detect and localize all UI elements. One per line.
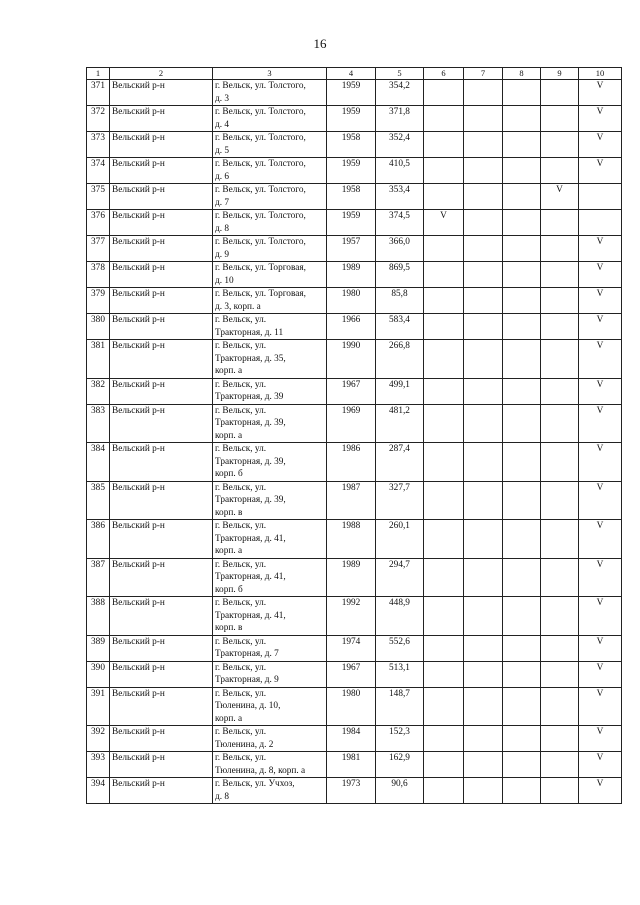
- table-row: [87, 340, 622, 379]
- column-9-mark: [541, 288, 579, 314]
- table-row: [87, 635, 622, 661]
- column-7-mark: [464, 726, 503, 752]
- area-cell: 366,0: [376, 236, 424, 262]
- column-10-mark: [579, 210, 622, 236]
- row-number: 373: [87, 132, 110, 158]
- area-cell: 552,6: [376, 635, 424, 661]
- column-9-mark: [541, 752, 579, 778]
- column-10-mark: V: [579, 635, 622, 661]
- column-8-mark: [503, 314, 541, 340]
- column-10-mark: V: [579, 132, 622, 158]
- column-9-mark: [541, 378, 579, 404]
- area-cell: 583,4: [376, 314, 424, 340]
- column-8-mark: [503, 661, 541, 687]
- year-cell: 1992: [327, 597, 376, 636]
- area-cell: 410,5: [376, 158, 424, 184]
- district-cell: Вельский р-н: [110, 158, 213, 184]
- column-6-mark: [424, 778, 464, 804]
- area-cell: 499,1: [376, 378, 424, 404]
- housing-registry-table: [86, 67, 622, 804]
- column-8-mark: [503, 132, 541, 158]
- area-cell: 869,5: [376, 262, 424, 288]
- district-cell: Вельский р-н: [110, 687, 213, 726]
- column-6-mark: [424, 520, 464, 559]
- year-cell: 1973: [327, 778, 376, 804]
- row-number: 383: [87, 404, 110, 443]
- year-cell: 1967: [327, 378, 376, 404]
- address-cell: г. Вельск, ул. Тракторная, д. 35, корп. а: [213, 340, 327, 379]
- district-cell: Вельский р-н: [110, 210, 213, 236]
- address-cell: г. Вельск, ул. Тракторная, д. 7: [213, 635, 327, 661]
- table-row: [87, 106, 622, 132]
- column-header: 3: [213, 68, 327, 80]
- column-6-mark: [424, 404, 464, 443]
- column-10-mark: V: [579, 661, 622, 687]
- column-8-mark: [503, 340, 541, 379]
- row-number: 393: [87, 752, 110, 778]
- column-10-mark: V: [579, 778, 622, 804]
- column-9-mark: [541, 520, 579, 559]
- table-row: [87, 378, 622, 404]
- row-number: 384: [87, 443, 110, 482]
- address-cell: г. Вельск, ул. Тракторная, д. 11: [213, 314, 327, 340]
- column-6-mark: [424, 752, 464, 778]
- column-10-mark: V: [579, 378, 622, 404]
- row-number: 371: [87, 80, 110, 106]
- column-9-mark: [541, 481, 579, 520]
- column-7-mark: [464, 752, 503, 778]
- table-row: [87, 726, 622, 752]
- column-9-mark: [541, 404, 579, 443]
- column-header: 9: [541, 68, 579, 80]
- area-cell: 162,9: [376, 752, 424, 778]
- column-10-mark: V: [579, 236, 622, 262]
- table-row: [87, 158, 622, 184]
- table-row: [87, 597, 622, 636]
- column-8-mark: [503, 752, 541, 778]
- table-row: [87, 184, 622, 210]
- year-cell: 1990: [327, 340, 376, 379]
- column-header: 6: [424, 68, 464, 80]
- column-7-mark: [464, 314, 503, 340]
- address-cell: г. Вельск, ул. Тюленина, д. 2: [213, 726, 327, 752]
- table-row: [87, 481, 622, 520]
- row-number: 376: [87, 210, 110, 236]
- year-cell: 1984: [327, 726, 376, 752]
- column-header: 7: [464, 68, 503, 80]
- row-number: 387: [87, 558, 110, 597]
- address-cell: г. Вельск, ул. Тракторная, д. 41, корп. б: [213, 558, 327, 597]
- year-cell: 1958: [327, 184, 376, 210]
- column-6-mark: [424, 288, 464, 314]
- year-cell: 1957: [327, 236, 376, 262]
- area-cell: 352,4: [376, 132, 424, 158]
- address-cell: г. Вельск, ул. Учхоз, д. 8: [213, 778, 327, 804]
- table-row: [87, 752, 622, 778]
- year-cell: 1969: [327, 404, 376, 443]
- column-9-mark: [541, 635, 579, 661]
- area-cell: 152,3: [376, 726, 424, 752]
- table-row: [87, 687, 622, 726]
- address-cell: г. Вельск, ул. Толстого, д. 4: [213, 106, 327, 132]
- area-cell: 448,9: [376, 597, 424, 636]
- column-7-mark: [464, 520, 503, 559]
- column-7-mark: [464, 236, 503, 262]
- column-7-mark: [464, 635, 503, 661]
- district-cell: Вельский р-н: [110, 778, 213, 804]
- row-number: 394: [87, 778, 110, 804]
- table-row: [87, 314, 622, 340]
- row-number: 392: [87, 726, 110, 752]
- address-cell: г. Вельск, ул. Тракторная, д. 41, корп. а: [213, 520, 327, 559]
- column-9-mark: V: [541, 184, 579, 210]
- address-cell: г. Вельск, ул. Толстого, д. 5: [213, 132, 327, 158]
- column-10-mark: V: [579, 520, 622, 559]
- column-header: 10: [579, 68, 622, 80]
- address-cell: г. Вельск, ул. Толстого, д. 6: [213, 158, 327, 184]
- table-row: [87, 558, 622, 597]
- column-10-mark: V: [579, 558, 622, 597]
- column-7-mark: [464, 378, 503, 404]
- year-cell: 1989: [327, 262, 376, 288]
- column-7-mark: [464, 661, 503, 687]
- row-number: 378: [87, 262, 110, 288]
- column-7-mark: [464, 158, 503, 184]
- district-cell: Вельский р-н: [110, 558, 213, 597]
- column-6-mark: [424, 236, 464, 262]
- area-cell: 353,4: [376, 184, 424, 210]
- column-6-mark: [424, 378, 464, 404]
- year-cell: 1958: [327, 132, 376, 158]
- column-8-mark: [503, 597, 541, 636]
- column-7-mark: [464, 80, 503, 106]
- column-6-mark: [424, 158, 464, 184]
- column-8-mark: [503, 184, 541, 210]
- column-6-mark: [424, 687, 464, 726]
- table-row: [87, 236, 622, 262]
- column-9-mark: [541, 314, 579, 340]
- year-cell: 1959: [327, 158, 376, 184]
- column-7-mark: [464, 210, 503, 236]
- column-number-row: [87, 68, 622, 80]
- column-7-mark: [464, 558, 503, 597]
- address-cell: г. Вельск, ул. Тракторная, д. 41, корп. в: [213, 597, 327, 636]
- year-cell: 1986: [327, 443, 376, 482]
- table-row: [87, 210, 622, 236]
- column-8-mark: [503, 404, 541, 443]
- column-8-mark: [503, 726, 541, 752]
- district-cell: Вельский р-н: [110, 520, 213, 559]
- column-8-mark: [503, 262, 541, 288]
- column-8-mark: [503, 635, 541, 661]
- column-10-mark: V: [579, 481, 622, 520]
- year-cell: 1980: [327, 687, 376, 726]
- district-cell: Вельский р-н: [110, 236, 213, 262]
- column-6-mark: [424, 80, 464, 106]
- column-9-mark: [541, 661, 579, 687]
- district-cell: Вельский р-н: [110, 597, 213, 636]
- page-number: 16: [313, 36, 327, 51]
- row-number: 379: [87, 288, 110, 314]
- address-cell: г. Вельск, ул. Тракторная, д. 39, корп. б: [213, 443, 327, 482]
- column-10-mark: V: [579, 158, 622, 184]
- row-number: 385: [87, 481, 110, 520]
- district-cell: Вельский р-н: [110, 481, 213, 520]
- year-cell: 1966: [327, 314, 376, 340]
- table-body: [87, 80, 622, 804]
- column-8-mark: [503, 158, 541, 184]
- column-10-mark: V: [579, 288, 622, 314]
- column-10-mark: V: [579, 106, 622, 132]
- table-row: [87, 778, 622, 804]
- column-8-mark: [503, 378, 541, 404]
- table-row: [87, 288, 622, 314]
- column-6-mark: [424, 340, 464, 379]
- column-8-mark: [503, 236, 541, 262]
- row-number: 375: [87, 184, 110, 210]
- district-cell: Вельский р-н: [110, 443, 213, 482]
- district-cell: Вельский р-н: [110, 314, 213, 340]
- column-8-mark: [503, 778, 541, 804]
- column-7-mark: [464, 443, 503, 482]
- table-row: [87, 404, 622, 443]
- column-9-mark: [541, 558, 579, 597]
- district-cell: Вельский р-н: [110, 661, 213, 687]
- table-row: [87, 262, 622, 288]
- address-cell: г. Вельск, ул. Толстого, д. 3: [213, 80, 327, 106]
- year-cell: 1967: [327, 661, 376, 687]
- district-cell: Вельский р-н: [110, 378, 213, 404]
- table-row: [87, 80, 622, 106]
- area-cell: 287,4: [376, 443, 424, 482]
- area-cell: 354,2: [376, 80, 424, 106]
- address-cell: г. Вельск, ул. Толстого, д. 9: [213, 236, 327, 262]
- area-cell: 294,7: [376, 558, 424, 597]
- address-cell: г. Вельск, ул. Тракторная, д. 39, корп. в: [213, 481, 327, 520]
- year-cell: 1987: [327, 481, 376, 520]
- area-cell: 327,7: [376, 481, 424, 520]
- column-10-mark: V: [579, 340, 622, 379]
- area-cell: 148,7: [376, 687, 424, 726]
- column-9-mark: [541, 778, 579, 804]
- year-cell: 1974: [327, 635, 376, 661]
- area-cell: 90,6: [376, 778, 424, 804]
- district-cell: Вельский р-н: [110, 726, 213, 752]
- column-6-mark: [424, 558, 464, 597]
- column-6-mark: V: [424, 210, 464, 236]
- address-cell: г. Вельск, ул. Толстого, д. 7: [213, 184, 327, 210]
- column-10-mark: V: [579, 597, 622, 636]
- column-6-mark: [424, 661, 464, 687]
- row-number: 377: [87, 236, 110, 262]
- address-cell: г. Вельск, ул. Тракторная, д. 39: [213, 378, 327, 404]
- row-number: 391: [87, 687, 110, 726]
- column-7-mark: [464, 778, 503, 804]
- column-8-mark: [503, 288, 541, 314]
- column-7-mark: [464, 132, 503, 158]
- column-10-mark: V: [579, 404, 622, 443]
- column-9-mark: [541, 132, 579, 158]
- table-row: [87, 443, 622, 482]
- district-cell: Вельский р-н: [110, 635, 213, 661]
- area-cell: 371,8: [376, 106, 424, 132]
- column-10-mark: V: [579, 80, 622, 106]
- column-6-mark: [424, 262, 464, 288]
- column-9-mark: [541, 210, 579, 236]
- column-9-mark: [541, 80, 579, 106]
- column-8-mark: [503, 106, 541, 132]
- column-6-mark: [424, 481, 464, 520]
- column-7-mark: [464, 404, 503, 443]
- column-6-mark: [424, 726, 464, 752]
- row-number: 389: [87, 635, 110, 661]
- district-cell: Вельский р-н: [110, 106, 213, 132]
- column-8-mark: [503, 443, 541, 482]
- column-8-mark: [503, 558, 541, 597]
- year-cell: 1959: [327, 210, 376, 236]
- column-10-mark: V: [579, 443, 622, 482]
- area-cell: 266,8: [376, 340, 424, 379]
- column-9-mark: [541, 340, 579, 379]
- row-number: 380: [87, 314, 110, 340]
- area-cell: 374,5: [376, 210, 424, 236]
- address-cell: г. Вельск, ул. Тракторная, д. 39, корп. а: [213, 404, 327, 443]
- table-row: [87, 132, 622, 158]
- column-7-mark: [464, 481, 503, 520]
- district-cell: Вельский р-н: [110, 288, 213, 314]
- district-cell: Вельский р-н: [110, 404, 213, 443]
- district-cell: Вельский р-н: [110, 752, 213, 778]
- address-cell: г. Вельск, ул. Торговая, д. 3, корп. а: [213, 288, 327, 314]
- column-6-mark: [424, 132, 464, 158]
- district-cell: Вельский р-н: [110, 262, 213, 288]
- column-10-mark: V: [579, 726, 622, 752]
- column-6-mark: [424, 443, 464, 482]
- column-header: 5: [376, 68, 424, 80]
- column-10-mark: [579, 184, 622, 210]
- year-cell: 1988: [327, 520, 376, 559]
- address-cell: г. Вельск, ул. Тюленина, д. 8, корп. а: [213, 752, 327, 778]
- column-7-mark: [464, 184, 503, 210]
- column-8-mark: [503, 481, 541, 520]
- year-cell: 1989: [327, 558, 376, 597]
- column-9-mark: [541, 687, 579, 726]
- area-cell: 481,2: [376, 404, 424, 443]
- row-number: 372: [87, 106, 110, 132]
- row-number: 381: [87, 340, 110, 379]
- column-9-mark: [541, 726, 579, 752]
- column-header: 8: [503, 68, 541, 80]
- column-6-mark: [424, 106, 464, 132]
- area-cell: 513,1: [376, 661, 424, 687]
- column-6-mark: [424, 635, 464, 661]
- row-number: 382: [87, 378, 110, 404]
- year-cell: 1981: [327, 752, 376, 778]
- row-number: 390: [87, 661, 110, 687]
- address-cell: г. Вельск, ул. Тракторная, д. 9: [213, 661, 327, 687]
- address-cell: г. Вельск, ул. Толстого, д. 8: [213, 210, 327, 236]
- column-9-mark: [541, 106, 579, 132]
- column-6-mark: [424, 314, 464, 340]
- column-10-mark: V: [579, 262, 622, 288]
- table-row: [87, 520, 622, 559]
- year-cell: 1959: [327, 80, 376, 106]
- column-8-mark: [503, 520, 541, 559]
- column-6-mark: [424, 597, 464, 636]
- column-7-mark: [464, 597, 503, 636]
- column-7-mark: [464, 106, 503, 132]
- column-header: 4: [327, 68, 376, 80]
- district-cell: Вельский р-н: [110, 132, 213, 158]
- year-cell: 1959: [327, 106, 376, 132]
- column-9-mark: [541, 236, 579, 262]
- address-cell: г. Вельск, ул. Тюленина, д. 10, корп. а: [213, 687, 327, 726]
- district-cell: Вельский р-н: [110, 340, 213, 379]
- column-header: 2: [110, 68, 213, 80]
- column-header: 1: [87, 68, 110, 80]
- year-cell: 1980: [327, 288, 376, 314]
- column-7-mark: [464, 262, 503, 288]
- area-cell: 260,1: [376, 520, 424, 559]
- address-cell: г. Вельск, ул. Торговая, д. 10: [213, 262, 327, 288]
- column-8-mark: [503, 80, 541, 106]
- column-9-mark: [541, 597, 579, 636]
- column-9-mark: [541, 443, 579, 482]
- column-7-mark: [464, 288, 503, 314]
- column-8-mark: [503, 210, 541, 236]
- row-number: 374: [87, 158, 110, 184]
- district-cell: Вельский р-н: [110, 184, 213, 210]
- column-7-mark: [464, 687, 503, 726]
- table-row: [87, 661, 622, 687]
- district-cell: Вельский р-н: [110, 80, 213, 106]
- row-number: 386: [87, 520, 110, 559]
- column-10-mark: V: [579, 314, 622, 340]
- row-number: 388: [87, 597, 110, 636]
- column-8-mark: [503, 687, 541, 726]
- column-10-mark: V: [579, 752, 622, 778]
- column-6-mark: [424, 184, 464, 210]
- column-9-mark: [541, 262, 579, 288]
- column-7-mark: [464, 340, 503, 379]
- area-cell: 85,8: [376, 288, 424, 314]
- column-9-mark: [541, 158, 579, 184]
- column-10-mark: V: [579, 687, 622, 726]
